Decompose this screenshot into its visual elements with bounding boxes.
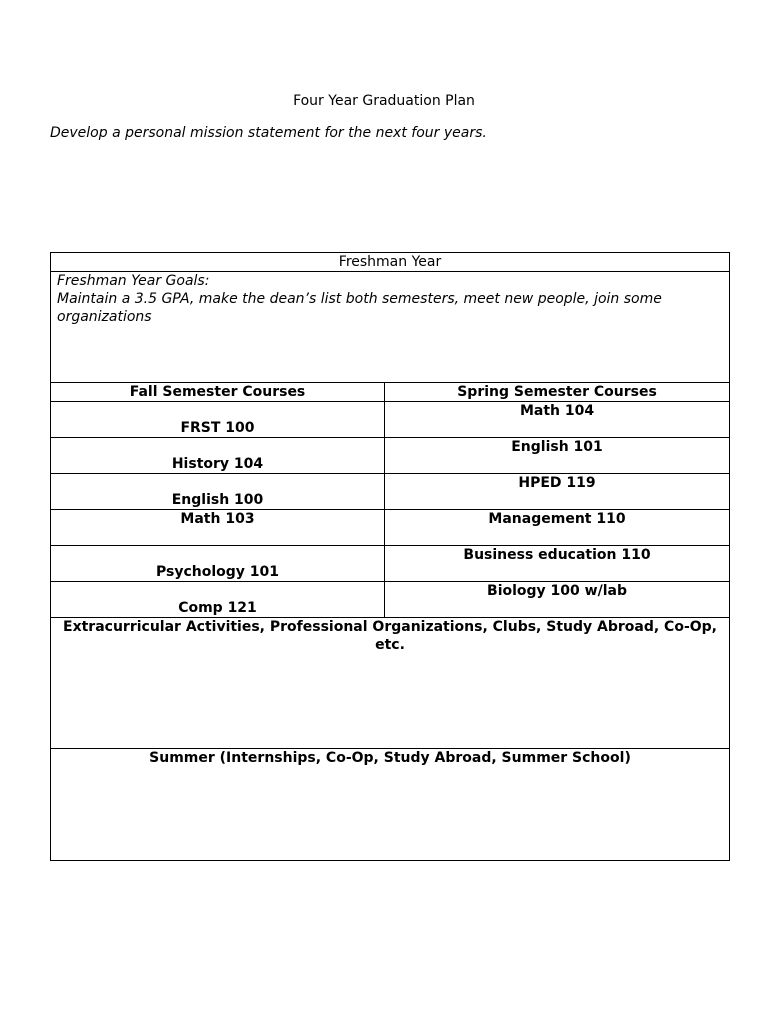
spring-course-cell[interactable]: HPED 119 bbox=[385, 474, 730, 510]
course-row bbox=[51, 402, 730, 438]
fall-course-cell[interactable]: FRST 100 bbox=[51, 402, 385, 438]
fall-semester-header: Fall Semester Courses bbox=[51, 383, 385, 402]
fall-course-cell[interactable]: Comp 121 bbox=[51, 582, 385, 618]
spring-course-cell[interactable]: Math 104 bbox=[385, 402, 730, 438]
course-row bbox=[51, 474, 730, 510]
fall-course-cell[interactable]: Math 103 bbox=[51, 510, 385, 546]
fall-course-cell[interactable]: History 104 bbox=[51, 438, 385, 474]
year-goals-text: Maintain a 3.5 GPA, make the dean’s list both semesters, meet new people, join some organizations bbox=[57, 291, 662, 325]
extracurricular-section[interactable]: Extracurricular Activities, Professional Organizations, Clubs, Study Abroad, Co-Op, etc. bbox=[51, 618, 730, 749]
page-title: Four Year Graduation Plan bbox=[293, 93, 475, 109]
summer-section[interactable]: Summer (Internships, Co-Op, Study Abroad, Summer School) bbox=[51, 749, 730, 861]
spring-course-cell[interactable]: Business education 110 bbox=[385, 546, 730, 582]
spring-semester-header: Spring Semester Courses bbox=[385, 383, 730, 402]
spring-course-cell[interactable]: Biology 100 w/lab bbox=[385, 582, 730, 618]
freshman-year-table bbox=[50, 252, 730, 861]
fall-course-cell[interactable]: English 100 bbox=[51, 474, 385, 510]
course-row bbox=[51, 438, 730, 474]
spring-course-cell[interactable]: Management 110 bbox=[385, 510, 730, 546]
course-row bbox=[51, 582, 730, 618]
spring-course-cell[interactable]: English 101 bbox=[385, 438, 730, 474]
mission-statement-prompt: Develop a personal mission statement for the next four years. bbox=[50, 125, 487, 141]
year-goals-label: Freshman Year Goals: bbox=[57, 273, 210, 289]
course-row bbox=[51, 510, 730, 546]
year-heading: Freshman Year bbox=[51, 253, 730, 272]
fall-course-cell[interactable]: Psychology 101 bbox=[51, 546, 385, 582]
course-row bbox=[51, 546, 730, 582]
year-goals-cell[interactable] bbox=[51, 272, 730, 383]
